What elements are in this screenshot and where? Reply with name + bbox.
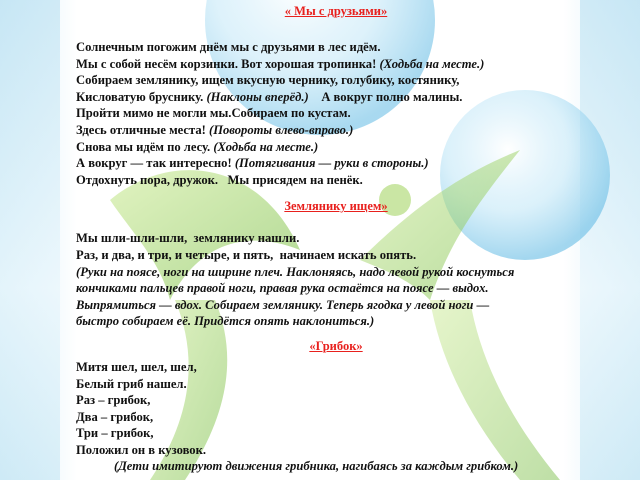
poem-line: Мы шли-шли-шли, землянику нашли. xyxy=(76,231,300,246)
section-title-strawberry: Землянику ищем» xyxy=(284,199,388,214)
poem-line: Раз, и два, и три, и четыре, и пять, начинаем искать опять. xyxy=(76,247,417,262)
poem-line: Митя шел, шел, шел, xyxy=(76,359,197,374)
poem-line: Белый гриб нашел. xyxy=(76,376,187,391)
movement-note: Выпрямиться — вдох. Собираем землянику. Теперь ягодка у левой ноги — xyxy=(76,297,490,312)
poem-strawberry xyxy=(76,230,596,330)
movement-note: кончиками пальцев правой ноги, правая рука остаётся на поясе — выдох. xyxy=(76,281,489,296)
movement-note: (Наклоны вперёд.) xyxy=(206,89,309,104)
poem-line: Положил он в кузовок. xyxy=(76,442,206,457)
movement-note: (Ходьба на месте.) xyxy=(379,56,485,71)
poem-line: Пройти мимо не могли мы.Собираем по кустам. xyxy=(76,106,351,121)
poem-line: Раз – грибок, xyxy=(76,393,151,408)
poem-line: Кисловатую бруснику. (Наклоны вперёд.) А вокруг полно малины. xyxy=(76,89,463,104)
movement-note: (Руки на поясе, ноги на ширине плеч. Наклоняясь, надо левой рукой коснуться xyxy=(76,264,515,279)
poem-line: Собираем землянику, ищем вкусную чернику, голубику, костянику, xyxy=(76,73,460,88)
movement-note: быстро собираем её. Придётся опять наклониться.) xyxy=(76,314,375,329)
poem-line: А вокруг — так интересно! (Потягивания — руки в стороны.) xyxy=(76,156,429,171)
poem-line: Отдохнуть пора, дружок. Мы присядем на пенёк. xyxy=(76,172,363,187)
poem-line: Снова мы идём по лесу. (Ходьба на месте.) xyxy=(76,139,319,154)
poem-line: Два – грибок, xyxy=(76,409,154,424)
movement-note: (Ходьба на месте.) xyxy=(213,139,319,154)
poem-line: Здесь отличные места! (Повороты влево-вправо.) xyxy=(76,122,354,137)
poem-line: Три – грибок, xyxy=(76,426,154,441)
poem-mushroom xyxy=(76,359,596,475)
movement-note: (Повороты влево-вправо.) xyxy=(209,122,354,137)
poem-line: Солнечным погожим днём мы с друзьями в лес идём. xyxy=(76,40,381,54)
movement-note: (Потягивания — руки в стороны.) xyxy=(234,156,429,171)
document-body xyxy=(76,0,596,475)
movement-note: (Дети имитируют движения грибника, нагибаясь за каждым грибком.) xyxy=(114,459,519,474)
section-title-friends: « Мы с друзьями» xyxy=(284,4,388,18)
poem-friends xyxy=(76,39,596,188)
section-title-mushroom: «Грибок» xyxy=(309,338,363,353)
poem-line: Мы с собой несём корзинки. Вот хорошая тропинка! (Ходьба на месте.) xyxy=(76,56,485,71)
